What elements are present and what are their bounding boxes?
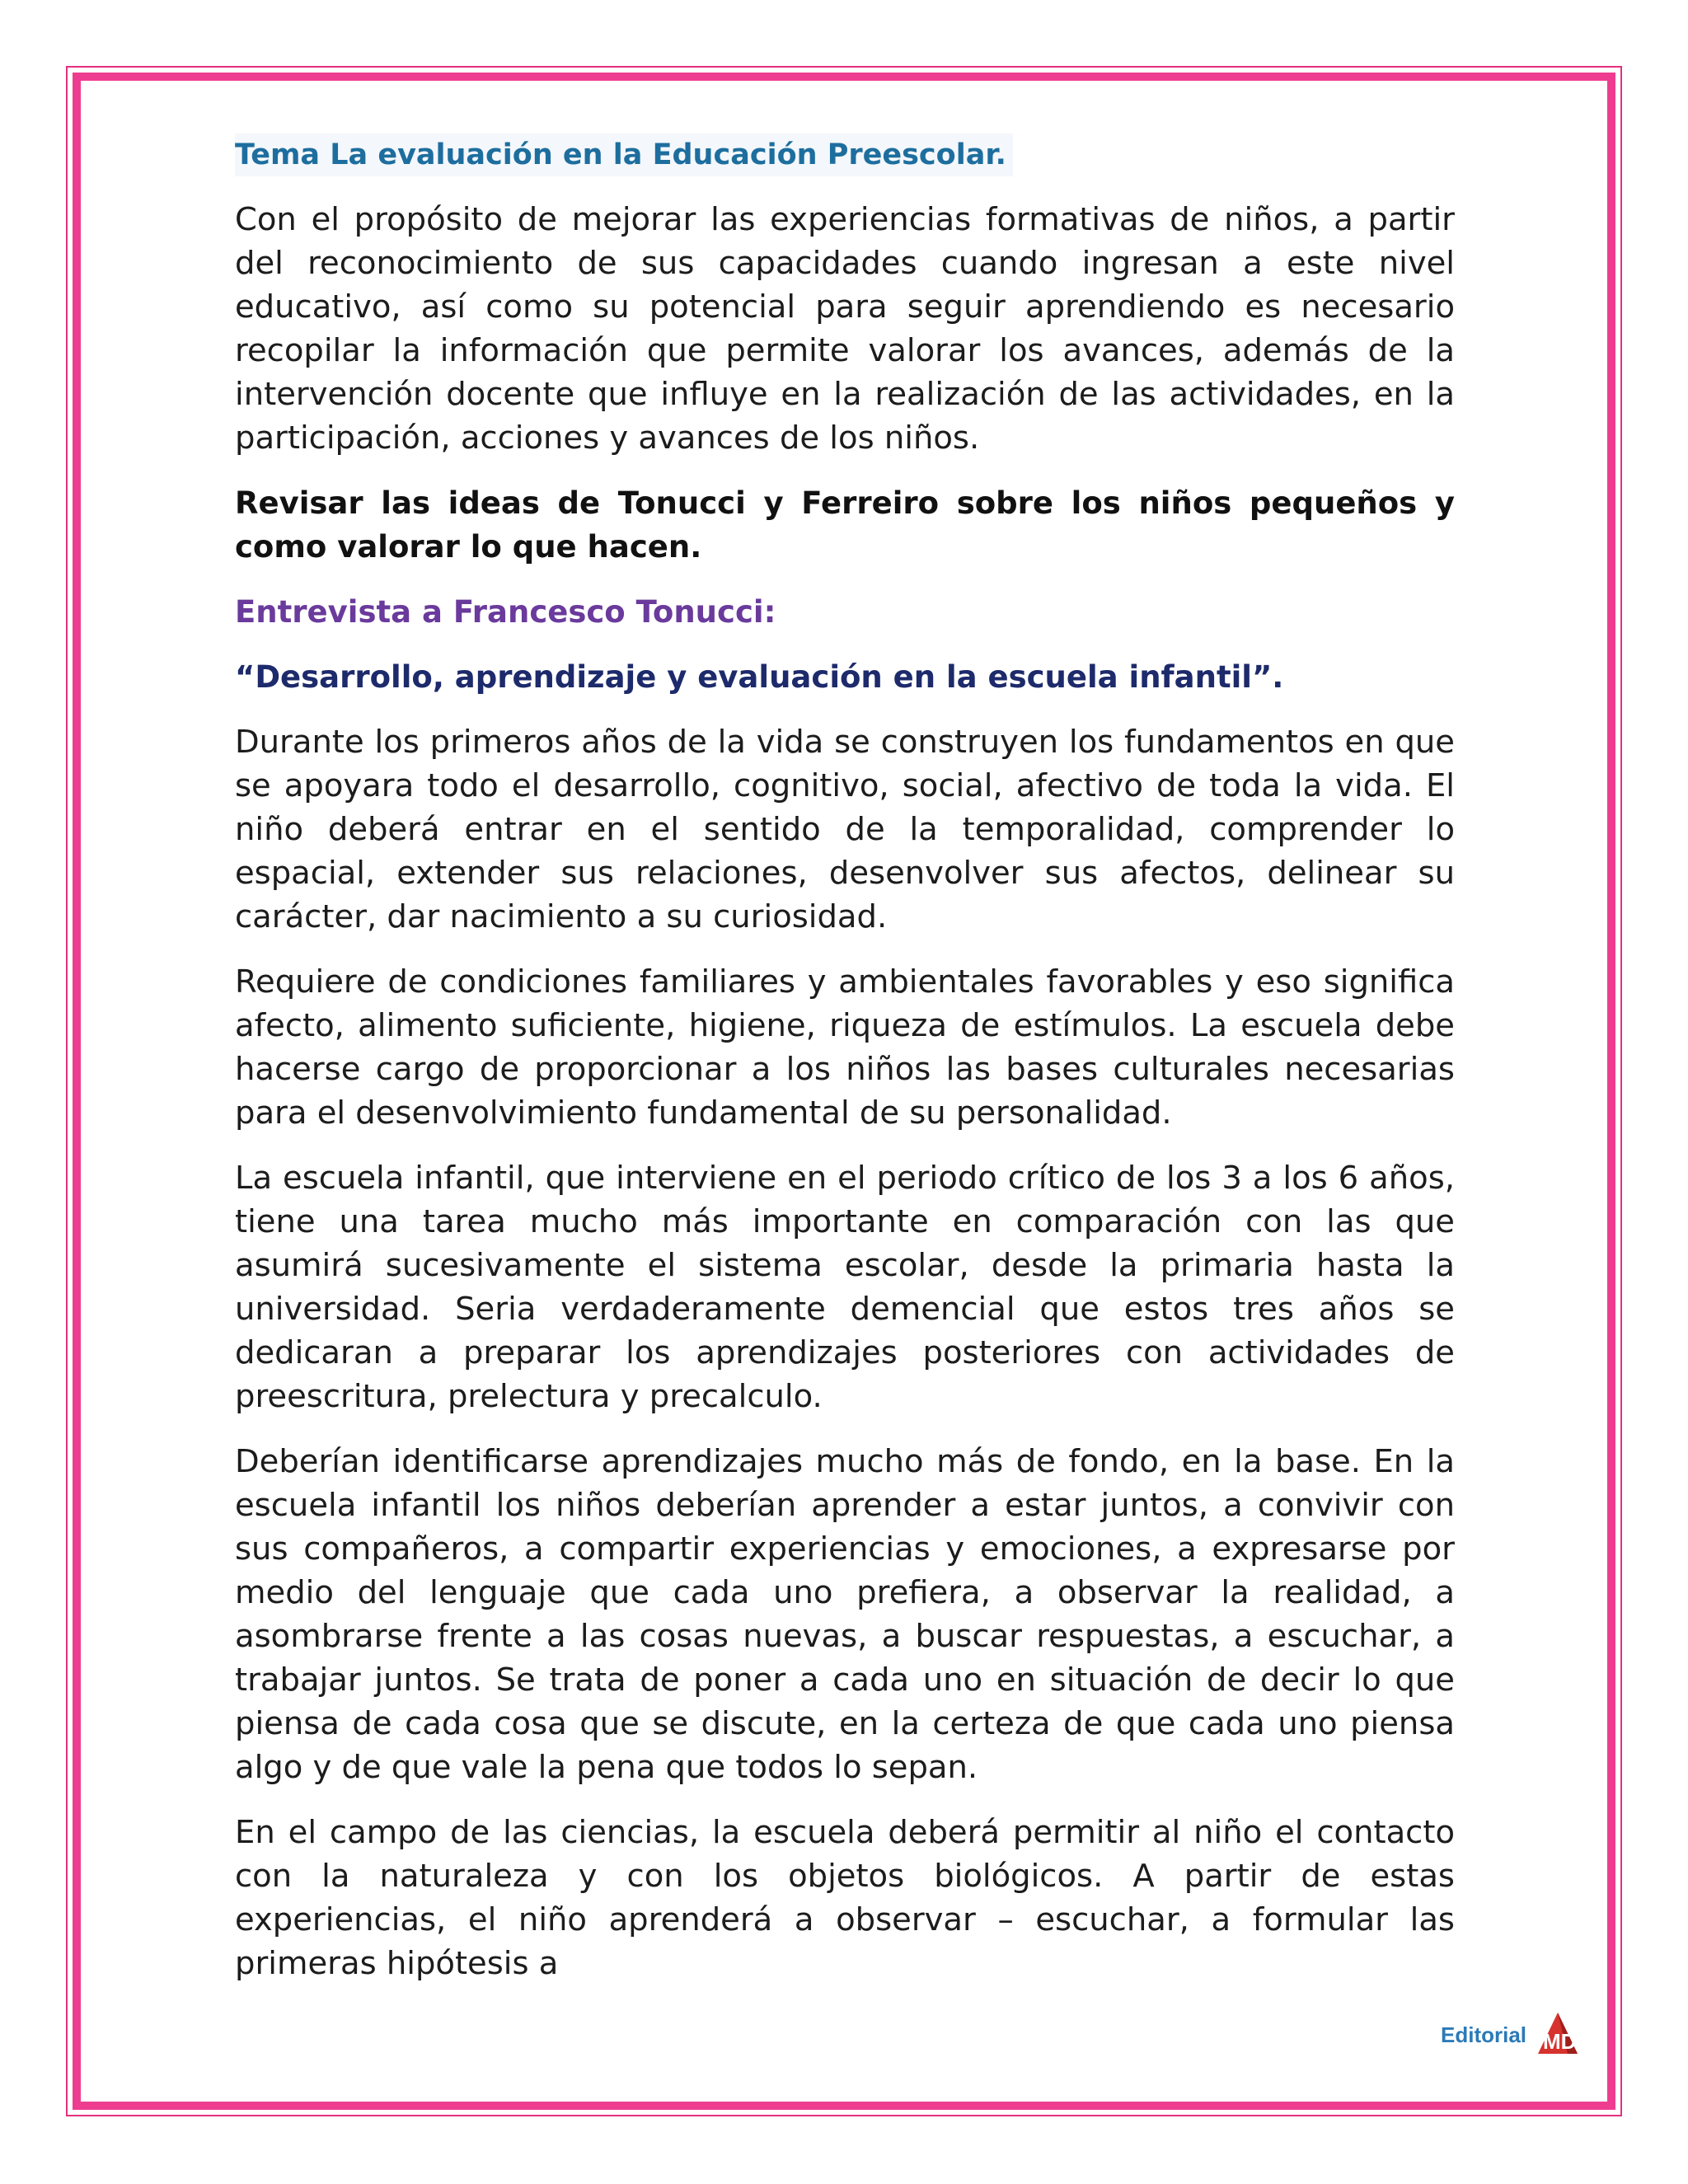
- body-paragraph: Requiere de condiciones familiares y ambientales favorables y eso significa afecto, alimento suficiente, higiene, riqueza de estímulos. La escuela debe hacerse cargo de proporcionar a los niños las bases culturales necesarias para el desenvolvimiento fundamental de su personalidad.: [235, 963, 1455, 1132]
- intro-paragraph: Con el propósito de mejorar las experiencias formativas de niños, a partir del reconocimiento de sus capacidades cuando ingresan a este nivel educativo, así como su potencial para seguir aprendiendo es necesario recopilar la información que permite valorar los avances, además de la intervención docente que influye en la realización de las actividades, en la participación, acciones y avances de los niños.: [235, 201, 1455, 457]
- editorial-md-logo: [1441, 2011, 1589, 2060]
- body-paragraph: La escuela infantil, que interviene en el periodo crítico de los 3 a los 6 años, tiene una tarea mucho más importante en comparación con las que asumirá sucesivamente el sistema escolar, desde la primaria hasta la universidad. Seria verdaderamente demencial que estos tres años se dedicaran a preparar los aprendizajes posteriores con actividades de preescritura, prelectura y precalculo.: [235, 1160, 1455, 1415]
- document-body: [235, 134, 1455, 1985]
- topic-title: Tema La evaluación en la Educación Preescolar.: [235, 134, 1013, 176]
- logo-mark: MD: [1543, 2029, 1577, 2054]
- body-paragraph: En el campo de las ciencias, la escuela deberá permitir al niño el contacto con la naturaleza y con los objetos biológicos. A partir de estas experiencias, el niño aprenderá a observar – escuchar, a formular las primeras hipótesis a: [235, 1814, 1455, 1982]
- interview-heading: Entrevista a Francesco Tonucci:: [235, 594, 776, 630]
- interview-title: “Desarrollo, aprendizaje y evaluación en la escuela infantil”.: [235, 659, 1284, 695]
- logo-text: Editorial: [1441, 2022, 1527, 2047]
- body-paragraph: Deberían identificarse aprendizajes mucho más de fondo, en la base. En la escuela infantil los niños deberían aprender a estar juntos, a convivir con sus compañeros, a compartir experiencias y emociones, a expresarse por medio del lenguaje que cada uno prefiera, a observar la realidad, a asombrarse frente a las cosas nuevas, a buscar respuestas, a escuchar, a trabajar juntos. Se trata de poner a cada uno en situación de decir lo que piensa de cada cosa que se discute, en la certeza de que cada uno piensa algo y de que vale la pena que todos lo sepan.: [235, 1443, 1455, 1786]
- task-heading: Revisar las ideas de Tonucci y Ferreiro sobre los niños pequeños y como valorar lo que hacen.: [235, 485, 1455, 565]
- body-paragraph: Durante los primeros años de la vida se construyen los fundamentos en que se apoyara todo el desarrollo, cognitivo, social, afectivo de toda la vida. El niño deberá entrar en el sentido de la temporalidad, comprender lo espacial, extender sus relaciones, desenvolver sus afectos, delinear su carácter, dar nacimiento a su curiosidad.: [235, 724, 1455, 935]
- md-logo-icon: [1530, 2011, 1589, 2060]
